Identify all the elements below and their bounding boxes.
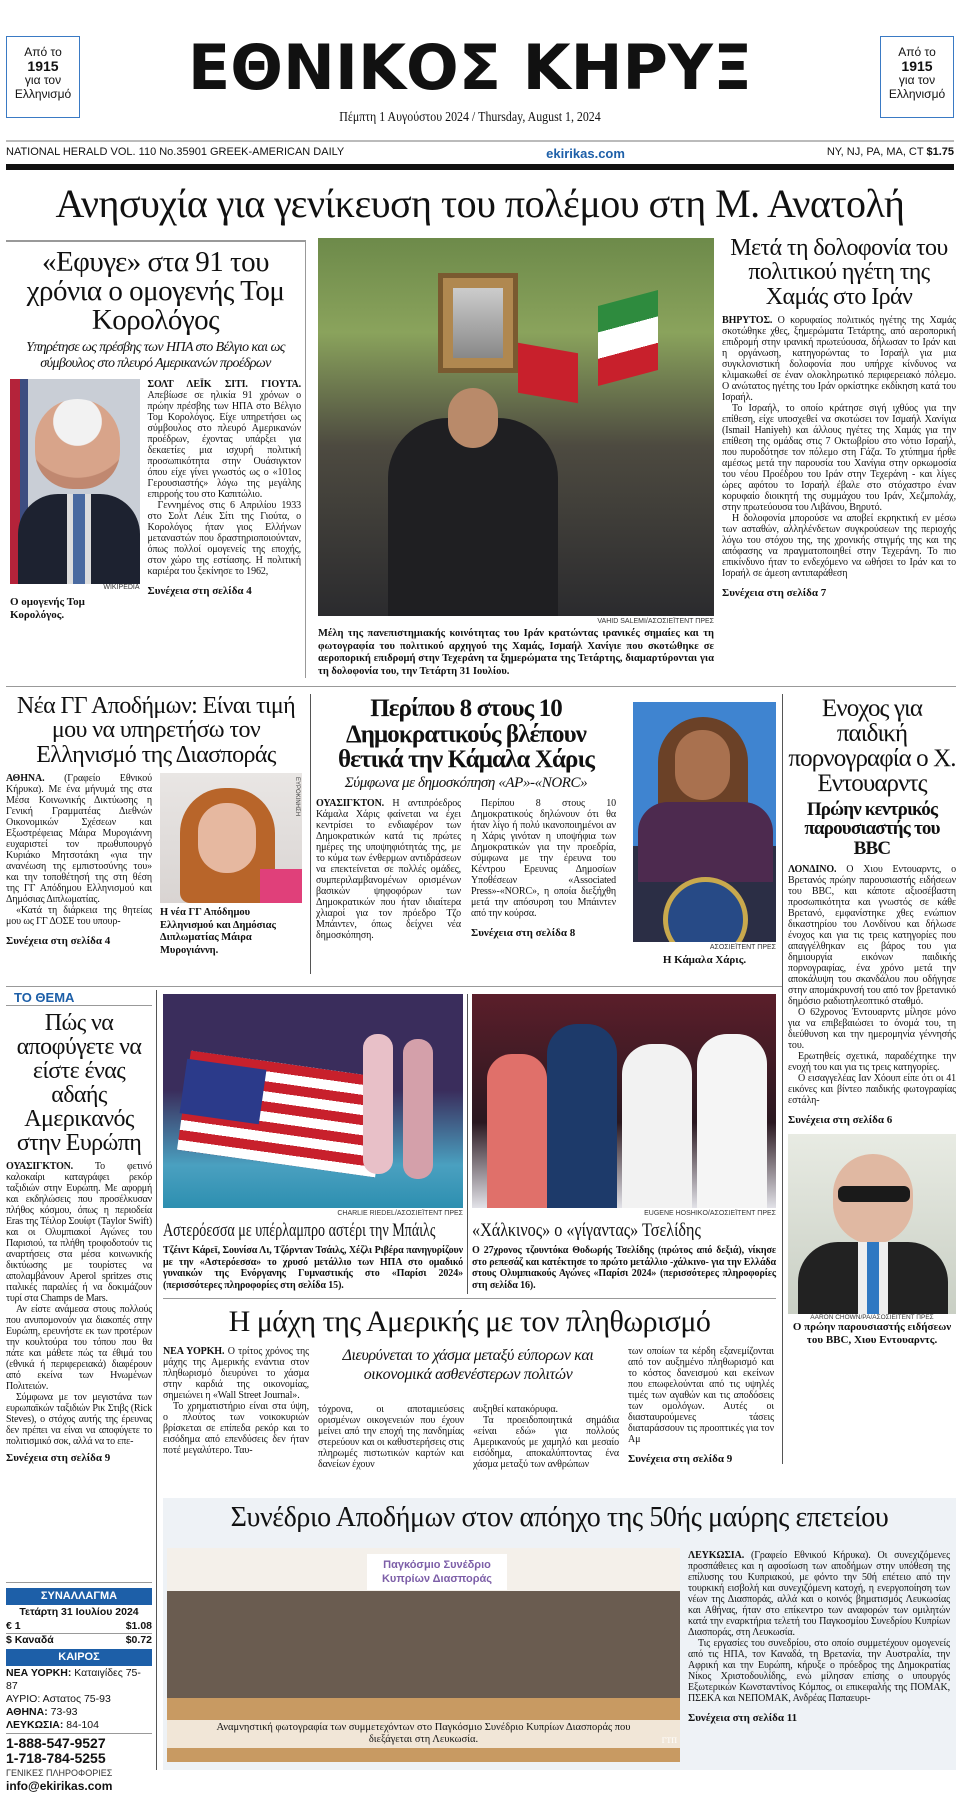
photo-credit: ΕΥΡΟΚΙΝΗΣΗ [294,777,300,817]
forecast: ΑΥΡΙΟ: Αστατος 75-93 [6,1693,111,1705]
paragraph: Ο κορυφαίος πολιτικός ηγέτης της Χαμάς σκοτώθηκε χθες, ξημερώματα Τετάρτης, από αεροπορική επιδρομή στην ιρανική πρωτεύουσα, δήλωσαν το Ιράν και η οργάνωση, κατηγορώντας το Ισραήλ για μια συγκλονιστική δολοφονία που υπήρχε κίνδυνος να κλιμακωθεί σε έναν ολοκληρωτικό περιφερειακό πόλεμο. Ο ανώτατος ηγέτης του Ιράν ορκίστηκε εκδίκηση κατά του Ισραήλ. [722,315,956,404]
photo-kamala-harris [633,702,776,942]
dateline: ΟΥΑΣΙΓΚΤΟΝ. [316,797,385,809]
photo-credit: AARON CHOWN/PA/ΑΣΟΣΙΕΪΤΕΝΤ ΠΡΕΣ [810,1314,934,1322]
paragraph: Ο 62χρονος Έντουαρντς μίλησε μόνο για να επιβεβαιώσει το όνομά του, τη διεύθυνση και την ημερομηνία γέννησής του. [788,1007,956,1052]
continue-link[interactable]: Συνέχεια στη σελίδα 9 [6,1452,111,1464]
weather-row [6,1667,152,1693]
exchange-header: ΣΥΝΑΛΛΑΓΜΑ [6,1588,152,1605]
photo-credit: VAHID SALEMI/ΑΣΟΣΙΕΪΤΕΝΤ ΠΡΕΣ [597,618,714,625]
banner-headline[interactable]: Ανησυχία για γενίκευση του πολέμου στη Μ. Ανατολή [55,181,905,226]
info-label: ΓΕΝΙΚΕΣ ΠΛΗΡΟΦΟΡΙΕΣ [6,1768,113,1778]
phone-2[interactable]: 1-718-784-5255 [6,1750,106,1766]
paragraph: Ο Χιου Εντουαρντς, ο Βρετανός πρώην παρουσιαστής ειδήσεων του BBC, και κάποτε αξιοσέβαστη προσωπικότητα και γνωστός σε κάθε Βρετανό, εμφανίστηκε χθες ενώπιον δικαστηρίου του Λονδίνου και δήλωσε ένοχος και για τις τρεις κατηγορίες που απαγγέλθηκαν εις βάρος του για δημιουργία εικόνων παιδικής πορνογραφίας, ένα χρόνο μετά την αποκάλυψη του σκανδάλου που οδήγησε στην απομάκρυνσή του από τον βρετανικό δημόσιο ραδιοτηλεοπτικό σταθμό. [788,864,957,1008]
paragraph: Ο τρίτος χρόνος της μάχης της Αμερικής ενάντια στον πληθωρισμό διευρύνει το χάσμα στην καρδιά της οικονομίας, σημειώνει η «Wall Street Journal». [163,1346,309,1401]
forecast: 84-104 [66,1719,99,1731]
paragraph: Ο εισαγγελέας Ιαν Χόουπ είπε ότι οι 41 εικόνες και βίντεο παιδικής φωτογραφίας εστάλη- [788,1073,956,1107]
photo-tselidis-judo [472,994,776,1208]
judo-story [472,1220,776,1291]
edition-info: NATIONAL HERALD VOL. 110 No.35901 GREEK-AMERICAN DAILY [6,146,345,158]
section-kicker: ΤΟ ΘΕΜΑ [6,990,152,1006]
photo-text: Ο 27χρονος τζουντόκα Θοδωρής Τσελίδης (πρώτος από δεξιά), νίκησε στο ρεπεσάζ και κατέκτησε το πρώτο μετάλλιο -χάλκινο- για την Ελλάδα στους Ολυμπιακούς Αγώνες «Παρίσι 2024» (περισσότερες πληροφορίες στη σελίδα 16). [472,1245,776,1291]
article-europe-travel [6,990,152,1464]
dateline: ΛΟΝΔΙΝΟ. [788,864,837,876]
paragraph: Το Ισραήλ, το οποίο κράτησε σιγή ιχθύος για την επίθεση, είχε υποσχεθεί να σκοτώσει τον Ισμαήλ Χανίγια (Ismail Haniyeh) και άλλους ηγέτες της Χαμάς για την επίθεση της ομάδας στις 7 Οκτωβρίου στο νότιο Ισραήλ, που πυροδότησε τον πόλεμο στη Γάζα. Το χτύπημα ήρθε αμέσως μετά την παρουσία του Χανίγια στην ορκωμοσία του νέου Προέδρου του Ιράν στην Τεχεράνη - και λίγες ώρες αφότου το Ισραήλ έβαλε στο στόχαστρο έναν κορυφαίο διοικητή της συμμάχου του Ιράν, Χεζμπολάχ, στην πρωτεύουσα του Λιβάνου, Βηρυτό. [722,403,956,514]
paragraph: Το χρηματιστήριο είναι στα ύψη, ο πλούτος των νοικοκυριών βρίσκεται σε επίπεδα ρεκόρ και το εισόδημα από επενδύσεις δεν ήταν ποτέ μεγαλύτερο. Ταυ- [163,1401,309,1456]
dateline: ΝΕΑ ΥΟΡΚΗ. [163,1346,225,1357]
continue-link[interactable]: Συνέχεια στη σελίδα 11 [688,1712,798,1724]
photo-credit: ΑΣΟΣΙΕΪΤΕΝΤ ΠΡΕΣ [709,944,776,951]
deck: Υπηρέτησε ως πρέσβης των ΗΠΑ στο Βέλγιο και ως σύμβουλος στο πλευρό Αμερικανών προέδρων [26,340,285,371]
photo-caption: Ο πρώην παρουσιαστής ειδήσεων του BBC, Χιου Εντουαρντς. [792,1321,952,1346]
weather-row [6,1706,152,1719]
flag [518,343,578,404]
photo-credit: ΓΤΠ [661,1736,677,1745]
headline[interactable]: Συνέδριο Αποδήμων στον απόηχο της 50ής μαύρης επετείου [230,1502,889,1533]
deck: Σύμφωνα με δημοσκόπηση «AP»-«NORC» [344,774,588,791]
paragraph: Τα προειδοποιητικά σημάδια «είναι εδώ» για πολλούς Αμερικανούς με χαμηλό και μεσαίο εισόδημα, αποκαλύπτοντας ένα χάσμα μεταξύ των ανθρώπων [473,1415,619,1470]
divider [163,1298,776,1299]
headline[interactable]: «Εφυγε» στα 91 του χρόνια ο ομογενής Τομ Κορολόγος [26,246,285,336]
phone-1[interactable]: 1-888-547-9527 [6,1735,106,1751]
deck: Διευρύνεται το χάσμα μεταξύ εύπορων και οικονομικά ασθενέστερων πολιτών [342,1347,594,1383]
divider [6,986,782,987]
city: ΑΘΗΝΑ: [6,1706,48,1718]
paragraph: Τις εργασίες του συνεδρίου, στο οποίο συμμετέχουν ομογενείς από τις ΗΠΑ, τον Καναδά, τη Βρετανία, την Αυστραλία, την Αφρική και την Ευρώπη, κήρυξε ο πρόεδρος της Δημοκρατίας Νίκος Χριστοδουλίδης, ενώ μίλησαν επίσης ο υπουργός Εξωτερικών Κωνσταντίνος Κόμπος, οι επικεφαλής της ΠΟΜΑΚ, ΠΣΕΚΑ και ΝΕΠΟΜΑΚ, Ανδρέας Παπαευρι- [688,1638,950,1704]
paragraph: Η δολοφονία μπορούσε να αποβεί εκρηκτική εν μέσω των ασταθών, αλληλένδετων συγκρούσεων της περιοχής λόγω του στόχου της, της χρονικής στιγμής της και της απόφασης να πραγματοποιηθεί στην Τεχεράνη. Το πιο επικίνδυνο ήταν το ενδεχόμενο να ωθήσει το Ιράν και το Ισραήλ σε άμεση αντιπαράθεση [722,513,956,580]
headline[interactable]: Περίπου 8 στους 10 Δημοκρατικούς βλέπουν θετικά την Κάμαλα Χάρις [337,695,595,773]
since-text: Από το [24,45,62,59]
divider [467,994,468,1294]
article-hamas [722,236,956,676]
weather-row [6,1719,152,1734]
since-year: 1915 [901,58,933,74]
continue-link[interactable]: Συνέχεια στη σελίδα 7 [722,587,827,600]
paragraph: αυξηθεί κατακόρυφα. [473,1404,558,1415]
subhead: Πρώην κεντρικός παρουσιαστής του BBC [804,799,940,859]
headline[interactable]: Μετά τη δολοφονία του πολιτικού ηγέτη της Χαμάς στο Ιράν [730,235,948,310]
paragraph: (Γραφείο Εθνικού Κήρυκα). Με ένα μήνυμά της στα Μέσα Κοινωνικής Δικτύωσης η Γενική Γραμματέας Διεθνών Οικονομικών Σχέσεων και Εξωστρέφειας Μάιρα Μυρογιάννη ευχαριστεί τον πρωθυπουργό Κυριάκο Μητσοτάκη «για την ανανέωση της εμπιστοσύνης του» και την τοποθέτησή της στη θέση της ΓΓ Απόδημου Ελληνισμού και Δημόσιας Διπλωματίας. [6,773,152,906]
iran-flag [598,290,658,386]
paragraph: τόχρονα, οι αποταμιεύσεις ορισμένων οικογενειών που έχουν μείνει από την εποχή της πανδημίας στερεύουν και οι καθυστερήσεις στις πληρωμές πιστωτικών καρτών και δανείων έχουν [318,1404,464,1470]
since-text: Ελληνισμό [14,87,72,101]
paragraph: Ερωτηθείς σχετικά, παραδέχτηκε την ενοχή του και για τις τρεις κατηγορίες. [788,1051,956,1074]
photo-caption: Η νέα ΓΓ Απόδημου Ελληνισμού και Δημόσιας Διπλωματίας Μάιρα Μυρογιάννη. [160,907,276,956]
photo-iran-protest [318,238,714,616]
paragraph: (Γραφείο Εθνικού Κήρυκα). Οι συνεχιζόμενες προσπάθειες και η αφοσίωση των αποδήμων στην υπόθεση της επίλυσης του Κυπριακού, με φόντο την 50ή επέτειο από την τουρκική εισβολή και συνεχιζόμενη κατοχή, η ενεργοποίηση των νέων της Διασποράς, αλλά και ο κοινός βηματισμός Λευκωσίας και Αθήνας, ήταν στο επίκεντρο των αναφορών των ομιλητών κατά την εναρκτήρια τελετή του Παγκοσμίου Συνεδρίου Κυπρίων Διασποράς, στη Λευκωσία. [688,1550,950,1638]
paragraph: «Κατά τη διάρκεια της θητείας μου ως ΓΓ ΔΟΣΕ του υπουρ- [6,905,152,928]
photo-korologos [10,379,140,584]
photo-myrogianni [160,773,302,903]
forecast: 73-93 [50,1706,78,1718]
paragraph: Το φετινό καλοκαίρι καταγράφει ρεκόρ ταξιδιών στην Ευρώπη. Με αφορμή και εκδηλώσεις που προσέλκυσαν πλήθος κόσμου, όπως η περιοδεία Eras της Τέιλορ Σουίφτ (Taylor Swift) και οι Ολυμπιακοί Αγώνες του Παρισιού, τα πλήθη τροφοδοτούν τις αναρτήσεις στα μέσα κοινωνικής δικτύωσης με τουρίστες να απολαμβάνουν Aperol spritzes στις ιταλικές παραλίες ή να δοκιμάζουν τυρί στα Champs de Mars. [6,1161,153,1304]
congress-banner: Παγκόσμιο Συνέδριο Κυπρίων Διασποράς [367,1554,507,1590]
photo-caption: Αναμνηστική φωτογραφία των συμμετεχόντων στο Παγκόσμιο Συνέδριο Κυπρίων Διασποράς που διεξάγεται στη Λευκωσία. [167,1720,680,1748]
photo-huw-edwards [788,1134,956,1314]
divider [782,694,783,1464]
divider [6,686,956,687]
exchange-date: Τετάρτη 31 Ιουλίου 2024 [19,1606,139,1618]
weather-row [6,1693,152,1706]
info-sidebar [6,1582,152,1793]
edition-bar [6,140,954,162]
divider [310,694,311,974]
photo-congress-group [167,1548,680,1762]
dateline: ΣΟΛΤ ΛΕΪΚ ΣΙΤΙ. ΓΙΟΥΤΑ. [147,379,301,390]
price: $1.75 [926,146,954,158]
photo-usa-gymnastics [163,994,463,1208]
divider [156,990,157,1770]
website-link[interactable]: ekirikas.com [546,146,625,161]
headline[interactable]: Ενοχος για παιδική πορνογραφία ο Χ. Εντουαρντς [788,695,956,797]
paragraph: των οποίων τα κέρδη εξανεμίζονται από τον αυξημένο πληθωρισμό και το κόστος δανεισμού και εκείνων που επωφελούνται από τις υψηλές τιμές των αγαθών και τις αποδόσεις των ομολόγων. Αυτές οι διασταυρούμενες τάσεις διαταράσσουν τις προοπτικές για τον Αμ [628,1346,774,1445]
article-harris-poll [316,696,616,976]
photo-credit: EUGENE HOSHIKO/ΑΣΟΣΙΕΪΤΕΝΤ ΠΡΕΣ [644,1210,776,1217]
headline[interactable]: Νέα ΓΓ Αποδήμων: Είναι τιμή μου να υπηρετήσω τον Ελληνισμό της Διασποράς [16,693,296,768]
article-edwards [788,696,956,1346]
photo-text: Τζέιντ Κάρεϊ, Σουνίσα Λι, Τζόρνταν Τσάιλς, Χέζλι Ριβέρα πανηγυρίζουν με την «Αστερόεσσα» το χρυσό μετάλλιο των ΗΠΑ στο ομαδικό γυναικών της Ενόργανης Γυμναστικής στο «Παρίσι 2024» (περισσότερες πληροφορίες στη σελίδα 15). [163,1245,463,1291]
since-text: Από το [898,45,936,59]
since-1915-box-right [880,36,954,118]
since-1915-box-left [6,36,80,118]
dateline: ΑΘΗΝΑ. [6,773,45,785]
email-link[interactable]: info@ekirikas.com [6,1779,113,1793]
paragraph: Γεννημένος στις 6 Απριλίου 1933 στο Σολτ Λέικ Σίτι της Γιούτα, ο Κορολόγος ήταν γιος Ελλήνων μεταναστών που δραστηριοποιούνταν, όπως πολλοί ομογενείς της εποχής, στον χώρο της εστίασης. Η πολιτική καριέρα του ξεκίνησε το 1962, [147,500,301,577]
article-diaspora-congress [163,1498,956,1770]
article-gg-apodimon [6,694,306,974]
weather-header: ΚΑΙΡΟΣ [6,1649,152,1666]
headline[interactable]: Η μάχη της Αμερικής με τον πληθωρισμό [228,1305,711,1338]
continue-link[interactable]: Συνέχεια στη σελίδα 6 [788,1114,893,1127]
continue-link[interactable]: Συνέχεια στη σελίδα 4 [6,935,111,948]
continue-link[interactable]: Συνέχεια στη σελίδα 4 [147,585,252,597]
issue-date: Πέμπτη 1 Αυγούστου 2024 / Thursday, August 1, 2024 [339,110,601,125]
exchange-row [6,1634,152,1647]
masthead-rule [6,164,954,170]
exchange-row [6,1620,152,1634]
dateline: ΛΕΥΚΩΣΙΑ. [688,1550,745,1561]
portrait-frame [438,273,518,373]
since-year: 1915 [27,58,59,74]
since-text: Ελληνισμό [888,87,946,101]
since-text: για τον [898,73,936,87]
article-korologos [6,240,306,678]
forecast: Καταιγίδες 75-87 [6,1667,141,1692]
headline[interactable]: Αστερόεσσα με υπέρλαμπρο αστέρι την Μπάιλς [163,1220,436,1241]
paragraph: Απεβίωσε σε ηλικία 91 χρόνων ο πρώην πρέσβης των ΗΠΑ στο Βέλγιο Τομ Κορολόγος. Είχε υπηρετήσει ως σύμβουλος στο πλευρό Αμερικανών προέδρων, έχοντας υπάρξει για δεκαετίες μια ισχυρή πολιτική προσωπικότητα στην Ουάσιγκτον όπου είχε γίνει γνωστός ως ο «101ος Γερουσιαστής» λόγω της μεγάλης επιρροής του στο Καπιτώλιο. [147,390,301,500]
photo-caption: Ο ομογενής Τομ Κορολόγος. [10,596,85,621]
city: ΝΕΑ ΥΟΡΚΗ: [6,1667,72,1679]
since-text: για τον [24,73,62,87]
states: NY, NJ, PA, MA, CT [826,146,924,158]
headline[interactable]: Πώς να αποφύγετε να είστε ένας αδαής Αμερικανός στην Ευρώπη [16,1010,142,1156]
paragraph: Η αντιπρόεδρος Κάμαλα Χάρις φαίνεται να έχει κεντρίσει το ενδιαφέρον των Δημοκρατικών κατά τις πρώτες ημέρες της υποψηφιότητάς της, με το κύμα των ένθερμων αντιδράσεων να επεκτείνεται σε πολλές ομάδες, συμπεριλαμβανομένων ορισμένων βασικών ψηφοφόρων των Δημοκρατικών που ήταν ιδιαίτερα χλιαροί για τον πρόεδρο Τζο Μπάιντεν, όπως δείχνει νέα δημοσκόπηση. [316,797,461,941]
paragraph: Περίπου 8 στους 10 Δημοκρατικούς δηλώνουν ότι θα ήταν λίγο ή πολύ ικανοποιημένοι αν η Χάρις γινόταν η υποψήφια των Δημοκρατικών για την προεδρία, σύμφωνα με την έρευνα του Κέντρου Ερευνας Δημοσίων Υποθέσεων «Associated Press»-«NORC», η οποία διεξήχθη μετά την απόσυρση του Μπάιντεν από την κούρσα. [471,797,616,919]
photo-credit: WIKIPEDIA [103,584,140,591]
photo-caption: Η Κάμαλα Χάρις. [662,954,747,966]
rate: $0.72 [125,1634,152,1646]
dateline: ΒΗΡΥΤΟΣ. [722,315,773,327]
price-info [827,146,954,162]
newspaper-logo[interactable]: ΕΘΝΙΚΟΣ ΚΗΡΥΞ [187,31,753,104]
city: ΛΕΥΚΩΣΙΑ: [6,1719,64,1731]
photo-caption: Μέλη της πανεπιστημιακής κοινότητας του Ιράν κρατώντας ιρανικές σημαίες και τη φωτογραφία του πολιτικού αρχηγού της Χαμάς, Ισμαήλ Χανίγιε που σκοτώθηκε σε αεροπορική επιδρομή στην Τεχεράνη τα ξημερώματα της Τετάρτης, διαμαρτύρονται για τη δολοφονία του, την Τετάρτη 31 Ιουλίου. [318,628,714,677]
gymnastics-story [163,1220,463,1291]
continue-link[interactable]: Συνέχεια στη σελίδα 9 [628,1453,733,1465]
currency: $ Καναδά [6,1634,54,1646]
paragraph: Αν είστε ανάμεσα στους πολλούς που ανυπομονούν για διακοπές στην Ευρώπη, ερευνήστε εκ των προτέρων την κουλτούρα του τόπου που θα πάτε και μάθετε πώς τα έθιμά του (εθνικά ή περιφερειακά) διαφέρουν από εκείνα των Ηνωμένων Πολιτειών. [6,1304,152,1392]
continue-link[interactable]: Συνέχεια στη σελίδα 8 [471,926,576,939]
currency: € 1 [6,1620,21,1632]
article-inflation [163,1304,776,1490]
headline[interactable]: «Χάλκινος» ο «γίγαντας» Τσελίδης [472,1220,701,1241]
dateline: ΟΥΑΣΙΓΚΤΟΝ. [6,1161,73,1172]
paragraph: Σύμφωνα με τον μεγιστάνα των ευρωπαϊκών ταξιδιών Ρικ Στιβς (Rick Steves), ο στόχος αυτής της έρευνας δεν πρέπει να είναι να αποφύγετε το πολιτισμικό σοκ, αλλά να το επε- [6,1392,152,1447]
rate: $1.08 [125,1620,152,1632]
photo-credit: CHARLIE RIEDEL/ΑΣΟΣΙΕΪΤΕΝΤ ΠΡΕΣ [337,1210,463,1217]
